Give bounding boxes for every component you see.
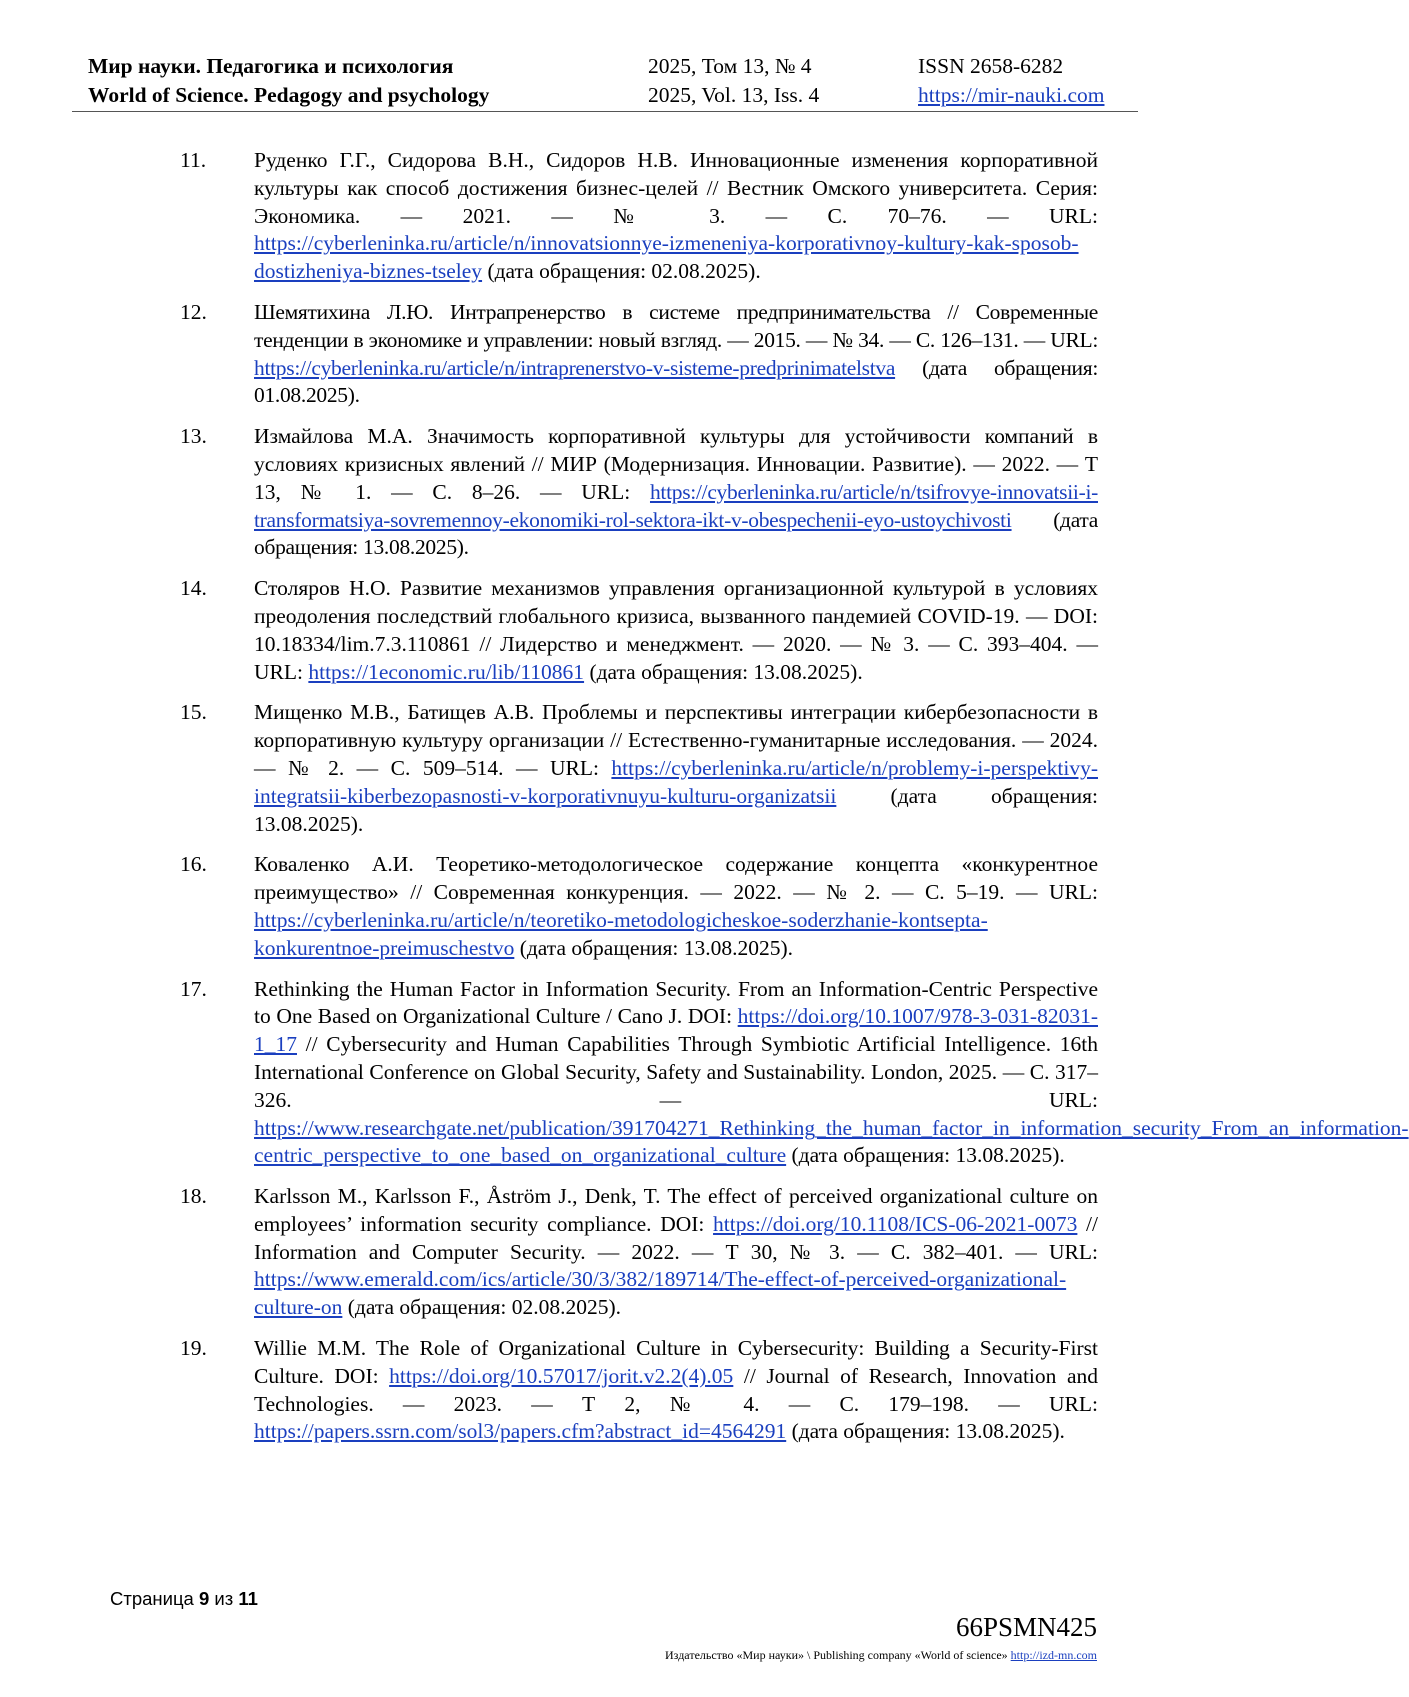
- reference-number: 11.: [180, 148, 207, 172]
- reference-item: [180, 976, 1409, 1171]
- reference-item: [180, 575, 1098, 686]
- publisher-link[interactable]: http://izd-mn.com: [1010, 1648, 1097, 1662]
- reference-link[interactable]: https://cyberleninka.ru/article/n/innovatsionnye-izmeneniya-korporativnoy-kultury-kak-sposob-dostizheniya-biznes-tseley: [254, 231, 1079, 284]
- publisher-line: Издательство «Мир науки» \ Publishing company «World of science» http://izd-mn.com: [665, 1648, 1097, 1662]
- issue-info-en: 2025, Vol. 13, Iss. 4: [648, 83, 820, 107]
- reference-text: Мищенко М.В., Батищев А.В. Проблемы и перспективы интеграции кибербезопасности в корпоративную культуру организации // Естественно-гуманитарные исследования. — 2024. — № 2. — С. 509–514. — URL: https://cyberleninka.ru/article/n/problemy-i-perspektivy-integratsii-kiberbezopasnosti-v-korporativnuyu-kulturu-organizatsii (дата обращения: 13.08.2025).: [254, 700, 1098, 836]
- reference-text: Rethinking the Human Factor in Information Security. From an Information-Centric Perspective to One Based on Organizational Culture / Cano J. DOI: https://doi.org/10.1007/978-3-031-82031-1_17 // Cybersecurity and Human Capabilities Through Symbiotic Artificial Intelligence. 16th International Conference on Global Security, Safety and Sustainability. London, 2025. — C. 317–326. — URL: https://www.researchgate.net/publication/391704271_Rethinking_the_human_factor_in_information_security_From_an_information-centric_perspective_to_one_based_on_organizational_culture (дата обращения: 13.08.2025).: [254, 976, 1409, 1168]
- article-code: 66PSMN425: [955, 1612, 1097, 1642]
- page-counter: Страница 9 из 11: [110, 1588, 258, 1609]
- reference-text: Коваленко А.И. Теоретико-методологическое содержание концепта «конкурентное преимущество» // Современная конкуренция. — 2022. — № 2. — С. 5–19. — URL: https://cyberleninka.ru/article/n/teoretiko-metodologicheskoe-soderzhanie-kontsepta-konkurentnoe-preimuschestvo (дата обращения: 13.08.2025).: [254, 852, 1098, 960]
- reference-number: 19.: [180, 1336, 207, 1361]
- reference-link[interactable]: https://cyberleninka.ru/article/n/intraprenerstvo-v-sisteme-predprinimatelstva: [254, 355, 896, 380]
- reference-number: 13.: [180, 424, 207, 449]
- journal-header: [88, 52, 1140, 110]
- journal-title-ru: Мир науки. Педагогика и психология: [88, 54, 454, 78]
- reference-link[interactable]: https://cyberleninka.ru/article/n/tsifrovye-innovatsii-i-transformatsiya-sovremennoy-ekonomiki-rol-sektora-ikt-v-obespechenii-eyo-ustoychivosti: [254, 479, 1098, 532]
- reference-list: [180, 147, 1409, 1459]
- reference-number: 15.: [180, 700, 207, 725]
- journal-title-en: World of Science. Pedagogy and psychology: [88, 83, 490, 107]
- reference-number: 12.: [180, 299, 207, 324]
- reference-item: [180, 147, 1098, 286]
- reference-text: Руденко Г.Г., Сидорова В.Н., Сидоров Н.В. Инновационные изменения корпоративной культуры как способ достижения бизнес-целей // Вестник Омского университета. Серия: Экономика. — 2021. — № 3. — С. 70–76. — URL: https://cyberleninka.ru/article/n/innovatsionnye-izmeneniya-korporativnoy-kultury-kak-sposob-dostizheniya-biznes-tseley (дата обращения: 02.08.2025).: [254, 148, 1098, 284]
- reference-link[interactable]: https://cyberleninka.ru/article/n/teoretiko-metodologicheskoe-soderzhanie-kontsepta-konkurentnoe-preimuschestvo: [254, 907, 988, 960]
- reference-number: 17.: [180, 976, 207, 1001]
- reference-item: [180, 699, 1098, 838]
- reference-item: [180, 1183, 1098, 1322]
- reference-item: [180, 423, 1098, 562]
- reference-text: Столяров Н.О. Развитие механизмов управления организационной культурой в условиях преодоления последствий глобального кризиса, вызванного пандемией COVID-19. — DOI: 10.18334/lim.7.3.110861 // Лидерство и менеджмент. — 2020. — № 3. — С. 393–404. — URL: https://1economic.ru/lib/110861 (дата обращения: 13.08.2025).: [254, 576, 1098, 684]
- reference-number: 16.: [180, 852, 207, 877]
- reference-link[interactable]: https://cyberleninka.ru/article/n/problemy-i-perspektivy-integratsii-kiberbezopasnosti-v-korporativnuyu-kulturu-organizatsii: [254, 755, 1098, 808]
- reference-doi-link[interactable]: https://doi.org/10.57017/jorit.v2.2(4).05: [389, 1363, 734, 1388]
- reference-doi-link[interactable]: https://doi.org/10.1108/ICS-06-2021-0073: [713, 1211, 1078, 1236]
- reference-link[interactable]: https://www.researchgate.net/publication/391704271_Rethinking_the_human_factor_in_information_security_From_an_information-centric_perspective_to_one_based_on_organizational_culture: [254, 1115, 1409, 1168]
- reference-text: Karlsson M., Karlsson F., Åström J., Denk, T. The effect of perceived organizational culture on employees’ information security compliance. DOI: https://doi.org/10.1108/ICS-06-2021-0073 // Information and Computer Security. — 2022. — Т 30, № 3. — С. 382–401. — URL: https://www.emerald.com/ics/article/30/3/382/189714/The-effect-of-perceived-organizational-culture-on (дата обращения: 02.08.2025).: [254, 1184, 1098, 1320]
- reference-link[interactable]: https://1economic.ru/lib/110861: [308, 659, 585, 684]
- reference-doi-link[interactable]: https://doi.org/10.1007/978-3-031-82031-1_17: [254, 1004, 1098, 1057]
- reference-item: [180, 851, 1098, 962]
- reference-text: Шемятихина Л.Ю. Интрапренерство в системе предпринимательства // Современные тенденции в экономике и управлении: новый взгляд. — 2015. — № 34. — С. 126–131. — URL: https://cyberleninka.ru/article/n/intraprenerstvo-v-sisteme-predprinimatelstva (дата обращения: 01.08.2025).: [254, 299, 1098, 408]
- reference-text: Willie M.M. The Role of Organizational Culture in Cybersecurity: Building a Security-First Culture. DOI: https://doi.org/10.57017/jorit.v2.2(4).05 // Journal of Research, Innovation and Technologies. — 2023. — Т 2, № 4. — С. 179–198. — URL: https://papers.ssrn.com/sol3/papers.cfm?abstract_id=4564291 (дата обращения: 13.08.2025).: [254, 1336, 1098, 1444]
- reference-number: 14.: [180, 576, 207, 601]
- journal-url-link[interactable]: https://mir-nauki.com: [918, 83, 1105, 107]
- reference-item: [180, 1335, 1098, 1446]
- header-divider: [72, 111, 1138, 112]
- reference-text: Измайлова М.А. Значимость корпоративной культуры для устойчивости компаний в условиях кризисных явлений // МИР (Модернизация. Инновации. Развитие). — 2022. — Т 13, № 1. — С. 8–26. — URL: https://cyberleninka.ru/article/n/tsifrovye-innovatsii-i-transformatsiya-sovremennoy-ekonomiki-rol-sektora-ikt-v-obespechenii-eyo-ustoychivosti (дата обращения: 13.08.2025).: [254, 424, 1098, 560]
- reference-link[interactable]: https://papers.ssrn.com/sol3/papers.cfm?abstract_id=4564291: [254, 1419, 787, 1444]
- reference-link[interactable]: https://www.emerald.com/ics/article/30/3/382/189714/The-effect-of-perceived-organizational-culture-on: [254, 1267, 1067, 1320]
- issn: ISSN 2658-6282: [918, 54, 1064, 78]
- issue-info-ru: 2025, Том 13, № 4: [648, 54, 812, 78]
- reference-item: [180, 299, 1098, 410]
- reference-number: 18.: [180, 1184, 207, 1209]
